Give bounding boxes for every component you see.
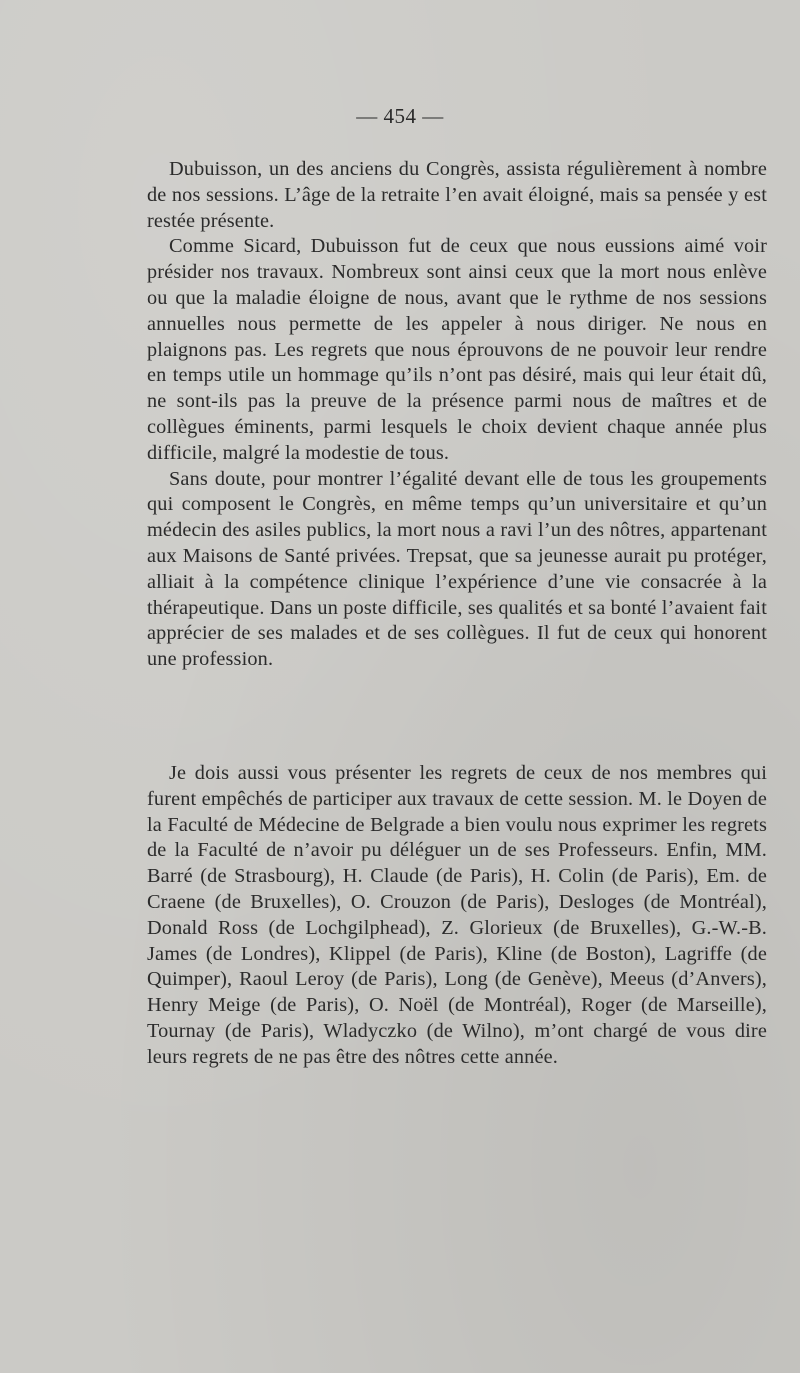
text-block-upper bbox=[147, 157, 767, 673]
page-number: — 454 — bbox=[356, 104, 444, 128]
paragraph-sicard: Comme Sicard, Dubuisson fut de ceux que nous eussions aimé voir présider nos travaux. Nombreux sont ainsi ceux que la mort nous enlève ou que la maladie éloigne de nous, avant que le rythme de nos sessions annuelles nous permette de les appeler à nous diriger. Ne nous en plaignons pas. Les regrets que nous éprouvons de ne pouvoir leur rendre en temps utile un hommage qu’ils n’ont pas désiré, mais qui leur était dû, ne sont-ils pas la preuve de la présence parmi nous de maîtres et de collègues éminents, parmi lesquels le choix devient chaque année plus difficile, malgré la modestie de tous. bbox=[147, 235, 767, 464]
paragraph-dubuisson: Dubuisson, un des anciens du Congrès, assista régulièrement à nombre de nos sessions. L’âge de la retraite l’en avait éloigné, mais sa pensée y est restée présente. bbox=[147, 158, 767, 232]
text-block-lower bbox=[147, 761, 767, 1071]
paragraph-trepsat: Sans doute, pour montrer l’égalité devant elle de tous les groupements qui composent le Congrès, en même temps qu’un universitaire et qu’un médecin des asiles publics, la mort nous a ravi l’un des nôtres, appartenant aux Maisons de Santé privées. Trepsat, que sa jeunesse aurait pu protéger, alliait à la compétence clinique l’expérience d’une vie consacrée à la thérapeutique. Dans un poste difficile, ses qualités et sa bonté l’avaient fait apprécier de ses malades et de ses collègues. Il fut de ceux qui honorent une profession. bbox=[147, 467, 767, 671]
paragraph-regrets-members: Je dois aussi vous présenter les regrets de ceux de nos membres qui furent empêchés de participer aux travaux de cette session. M. le Doyen de la Faculté de Médecine de Belgrade a bien voulu nous exprimer les regrets de la Faculté de n’avoir pu déléguer un de ses Professeurs. Enfin, MM. Barré (de Strasbourg), H. Claude (de Paris), H. Colin (de Paris), Em. de Craene (de Bruxelles), O. Crouzon (de Paris), Desloges (de Montréal), Donald Ross (de Lochgilphead), Z. Glorieux (de Bruxelles), G.-W.-B. James (de Londres), Klippel (de Paris), Kline (de Boston), Lagriffe (de Quimper), Raoul Leroy (de Paris), Long (de Genève), Meeus (d’Anvers), Henry Meige (de Paris), O. Noël (de Montréal), Roger (de Marseille), Tournay (de Paris), Wladyczko (de Wilno), m’ont chargé de vous dire leurs regrets de ne pas être des nôtres cette année. bbox=[147, 762, 767, 1068]
